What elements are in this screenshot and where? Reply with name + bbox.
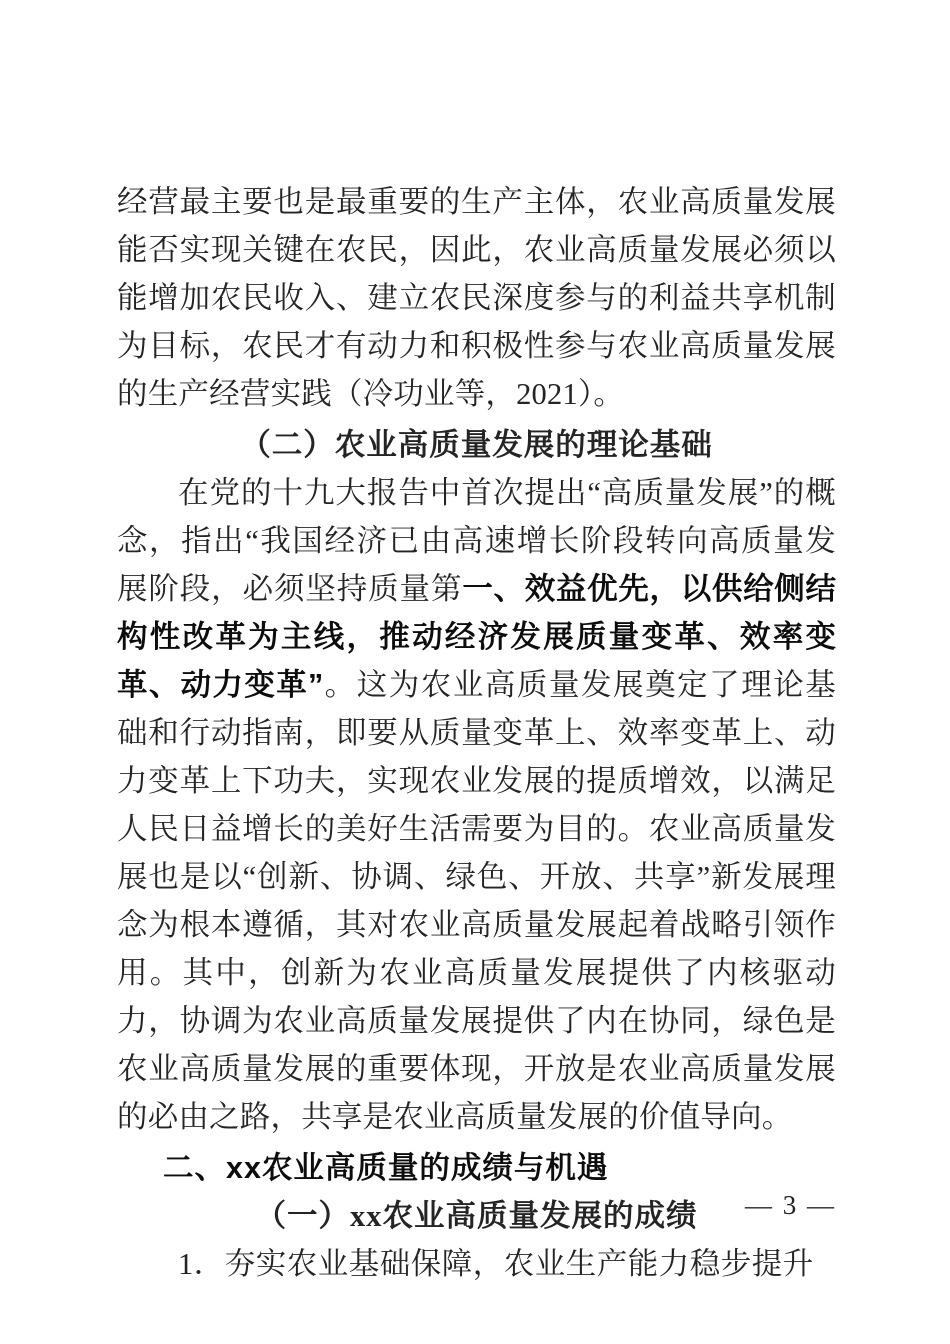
page-number: — 3 — — [745, 1190, 836, 1220]
paragraph-text-normal-tail: 。这为农业高质量发展奠定了理论基础和行动指南，即要从质量变革上、效率变革上、动力变革上下功夫，实现农业发展的提质增效，以满足人民日益增长的美好生活需要为目的。农业高质量发展也是以“创新、协调、绿色、开放、共享”新发展理念为根本遵循，其对农业高质量发展起着战略引领作用。其中，创新为农业高质量发展提供了内核驱动力，协调为农业高质量发展提供了内在协同，绿色是农业高质量发展的重要体现，开放是农业高质量发展的必由之路，共享是农业高质量发展的价值导向。 — [117, 668, 837, 1134]
body-paragraph-continuation: 经营最主要也是最重要的生产主体，农业高质量发展能否实现关键在农民，因此，农业高质量发展必须以能增加农民收入、建立农民深度参与的利益共享机制为目标，农民才有动力和积极性参与农业高质量发展的生产经营实践（冷功业等，2021）。 — [117, 185, 836, 411]
body-paragraph-theory — [117, 469, 836, 1141]
heading-section-two: （二）农业高质量发展的理论基础 — [240, 428, 713, 462]
list-item-one: 1．夯实农业基础保障，农业生产能力稳步提升 — [178, 1247, 814, 1281]
paragraph-text-emphasis-bold: 一、效益优先，以供给侧结构性改革为主线，推动经济发展质量变革、效率变革、动力变革” — [117, 572, 837, 702]
paragraph-text-normal-lead: 在党的十九大报告中首次提出“高质量发展”的概念，指出“我国经济已由高速增长阶段转向高质量发展阶段，必须坚持质量第 — [117, 476, 836, 606]
heading-chapter-two: 二、xx农业高质量的成绩与机遇 — [163, 1151, 609, 1185]
heading-section-one: （一）xx农业高质量发展的成绩 — [255, 1199, 698, 1233]
document-text-column — [117, 178, 836, 1288]
